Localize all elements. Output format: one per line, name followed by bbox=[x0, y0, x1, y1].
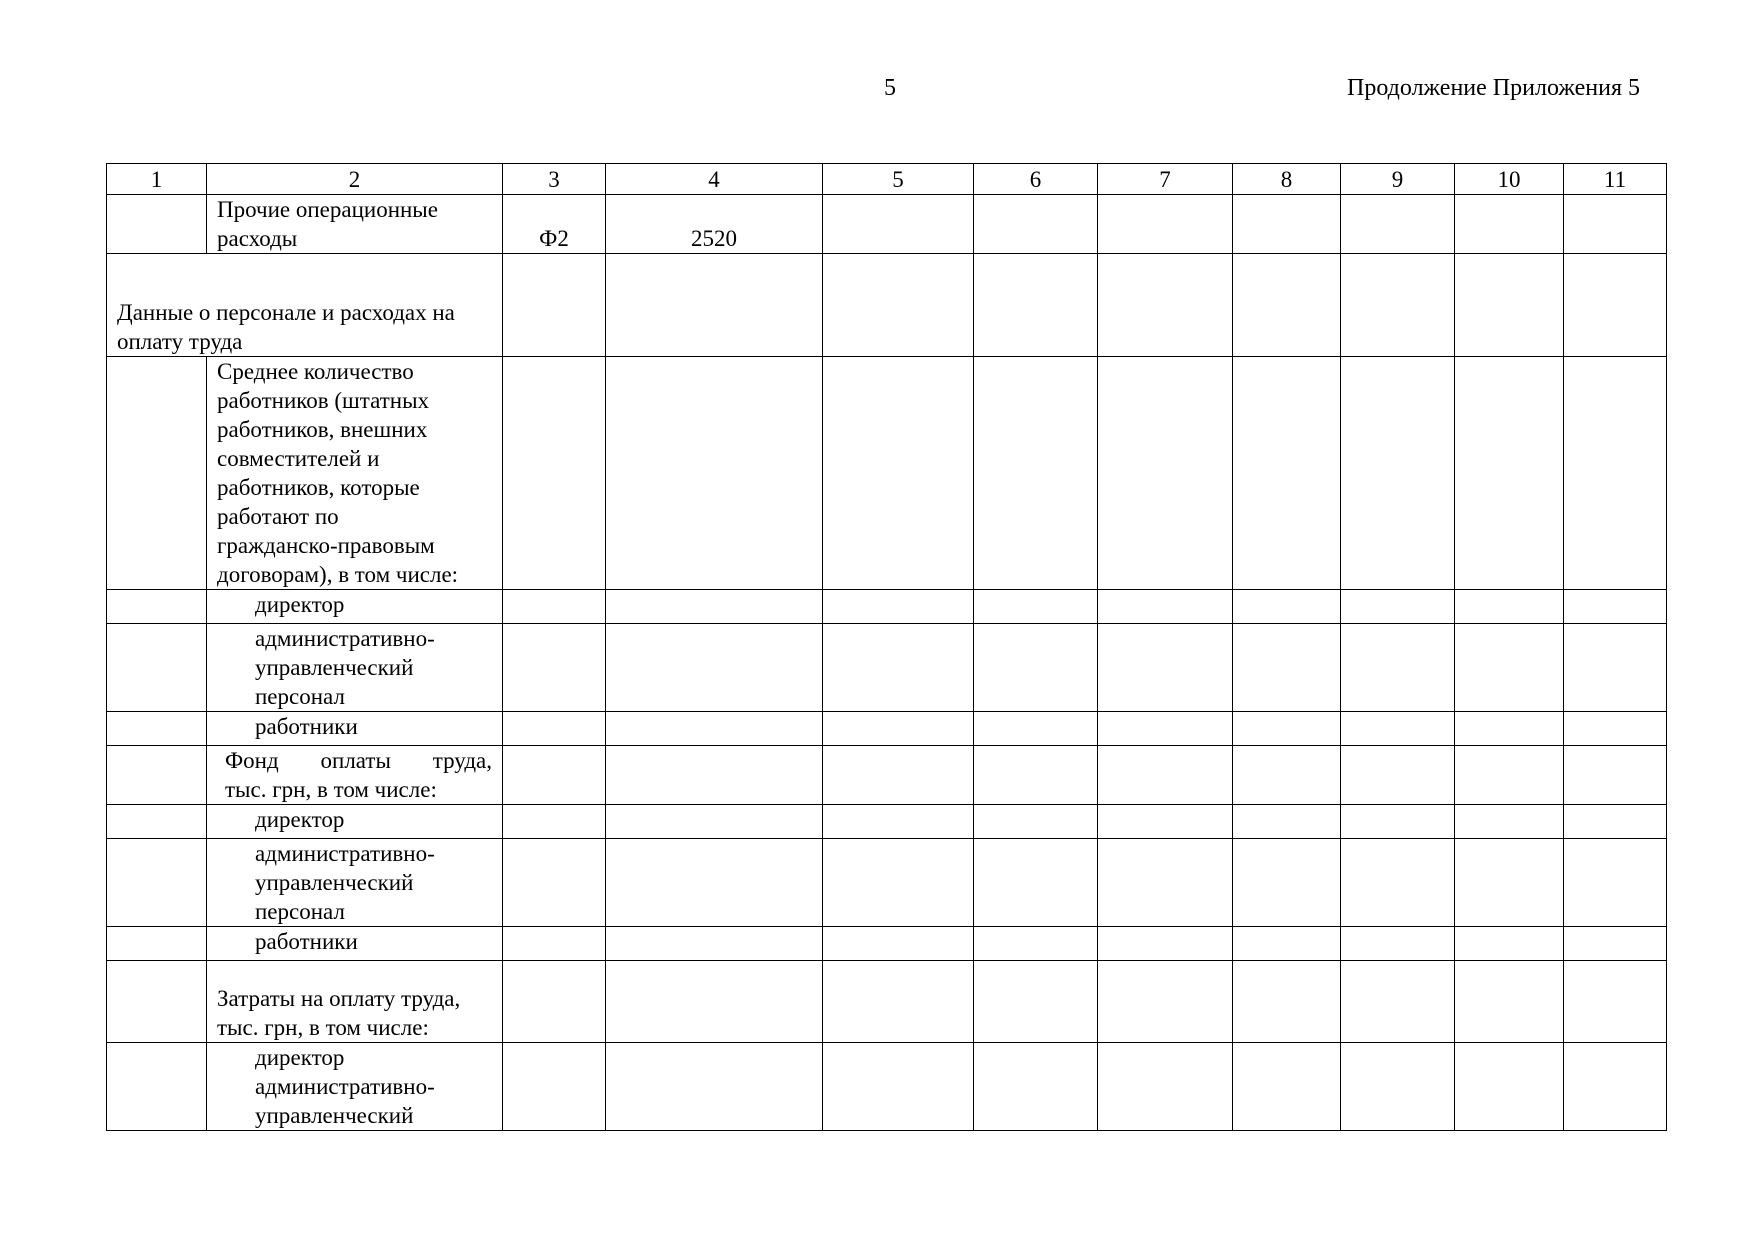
page-number: 5 bbox=[884, 75, 896, 101]
table-row bbox=[107, 961, 1667, 1043]
table-cell bbox=[1098, 927, 1233, 961]
table-cell bbox=[503, 961, 606, 1043]
row-label-line: работников (штатных bbox=[217, 388, 430, 413]
row-label-line: административно- bbox=[255, 841, 435, 866]
row-label-staff-workers: работники bbox=[207, 712, 503, 746]
table-cell bbox=[974, 357, 1098, 590]
table-cell bbox=[606, 357, 823, 590]
table-cell bbox=[107, 805, 207, 839]
table-cell bbox=[1233, 357, 1341, 590]
table-cell bbox=[1233, 927, 1341, 961]
table-cell bbox=[606, 805, 823, 839]
table-cell bbox=[1564, 805, 1667, 839]
row-label-line: гражданско-правовым bbox=[217, 533, 435, 558]
row-label-word: Фонд bbox=[225, 748, 279, 773]
table-cell bbox=[974, 712, 1098, 746]
table-cell bbox=[503, 1043, 606, 1131]
table-cell bbox=[107, 195, 207, 254]
column-number-2: 2 bbox=[207, 164, 503, 195]
table-cell bbox=[606, 961, 823, 1043]
row-label-line: административно- bbox=[255, 1074, 435, 1099]
table-cell bbox=[1455, 254, 1564, 357]
table-row bbox=[107, 357, 1667, 590]
column-number-9: 9 bbox=[1341, 164, 1455, 195]
row-label-line: Прочие операционные bbox=[217, 197, 438, 222]
table-cell bbox=[107, 961, 207, 1043]
table-cell bbox=[1341, 927, 1455, 961]
table-cell bbox=[1233, 195, 1341, 254]
row-label-average-staff bbox=[207, 357, 503, 590]
row-label-line: договорам), в том числе: bbox=[217, 562, 459, 587]
table-cell bbox=[974, 927, 1098, 961]
table-cell bbox=[1455, 746, 1564, 805]
table-cell bbox=[1455, 805, 1564, 839]
table-row bbox=[107, 590, 1667, 624]
row-label-line: тыс. грн, в том числе: bbox=[225, 777, 437, 802]
row-label-line: Затраты на оплату труда, bbox=[217, 986, 461, 1011]
column-number-row bbox=[107, 164, 1667, 195]
table-cell bbox=[1564, 195, 1667, 254]
row-label-line: директор bbox=[255, 1045, 345, 1070]
table-cell bbox=[503, 357, 606, 590]
table-cell bbox=[1098, 195, 1233, 254]
table-cell bbox=[1098, 357, 1233, 590]
table-row bbox=[107, 746, 1667, 805]
table-cell bbox=[107, 624, 207, 712]
column-number-4: 4 bbox=[606, 164, 823, 195]
section-title-line: оплату труда bbox=[117, 329, 243, 354]
section-title-line: Данные о персонале и расходах на bbox=[117, 300, 455, 325]
table-cell bbox=[1564, 357, 1667, 590]
table-cell bbox=[823, 1043, 974, 1131]
row-label-line: Среднее количество bbox=[217, 359, 414, 384]
line-code: 2520 bbox=[606, 195, 823, 254]
table-cell bbox=[1455, 1043, 1564, 1131]
row-label-line: расходы bbox=[217, 226, 298, 251]
row-label-other-expenses bbox=[207, 195, 503, 254]
table-cell bbox=[974, 1043, 1098, 1131]
table-cell bbox=[1098, 805, 1233, 839]
table-cell bbox=[974, 746, 1098, 805]
column-number-6: 6 bbox=[974, 164, 1098, 195]
form-reference: Ф2 bbox=[503, 195, 606, 254]
table-cell bbox=[107, 746, 207, 805]
row-label-staff-admin bbox=[207, 624, 503, 712]
table-cell bbox=[1564, 712, 1667, 746]
table-cell bbox=[1098, 1043, 1233, 1131]
table-cell bbox=[1564, 746, 1667, 805]
table-cell bbox=[107, 712, 207, 746]
row-label-staff-director: директор bbox=[207, 590, 503, 624]
row-label-line: работников, которые bbox=[217, 475, 420, 500]
row-label-line: административно- bbox=[255, 626, 435, 651]
table-row bbox=[107, 927, 1667, 961]
appendix-continuation-title: Продолжение Приложения 5 bbox=[1347, 75, 1640, 101]
table-cell bbox=[823, 357, 974, 590]
table-cell bbox=[1341, 590, 1455, 624]
table-cell bbox=[1564, 961, 1667, 1043]
table-cell bbox=[107, 1043, 207, 1131]
table-cell bbox=[974, 805, 1098, 839]
column-number-5: 5 bbox=[823, 164, 974, 195]
table-cell bbox=[1455, 712, 1564, 746]
table-cell bbox=[1098, 712, 1233, 746]
row-label-line: работают по bbox=[217, 504, 339, 529]
table-cell bbox=[606, 746, 823, 805]
table-cell bbox=[503, 927, 606, 961]
table-cell bbox=[1455, 357, 1564, 590]
table-cell bbox=[1233, 254, 1341, 357]
column-number-11: 11 bbox=[1564, 164, 1667, 195]
row-label-fund-director: директор bbox=[207, 805, 503, 839]
table-cell bbox=[1341, 357, 1455, 590]
table-cell bbox=[1455, 927, 1564, 961]
table-row bbox=[107, 1043, 1667, 1131]
row-label-line bbox=[225, 746, 492, 775]
table-cell bbox=[1341, 839, 1455, 927]
column-number-3: 3 bbox=[503, 164, 606, 195]
table-cell bbox=[1098, 624, 1233, 712]
table-row bbox=[107, 805, 1667, 839]
table-cell bbox=[1341, 746, 1455, 805]
table-cell bbox=[974, 254, 1098, 357]
table-cell bbox=[606, 712, 823, 746]
table-cell bbox=[823, 590, 974, 624]
table-cell bbox=[1341, 624, 1455, 712]
table-cell bbox=[1233, 1043, 1341, 1131]
column-number-7: 7 bbox=[1098, 164, 1233, 195]
table-cell bbox=[1098, 839, 1233, 927]
table-cell bbox=[823, 839, 974, 927]
table-cell bbox=[1455, 195, 1564, 254]
section-title-cell bbox=[107, 254, 503, 357]
table-cell bbox=[503, 712, 606, 746]
table-cell bbox=[1233, 590, 1341, 624]
table-row bbox=[107, 712, 1667, 746]
column-number-1: 1 bbox=[107, 164, 207, 195]
table-cell bbox=[823, 624, 974, 712]
row-label-line: персонал bbox=[255, 684, 345, 709]
table-cell bbox=[503, 839, 606, 927]
table-cell bbox=[503, 746, 606, 805]
row-label-line: тыс. грн, в том числе: bbox=[217, 1015, 429, 1040]
table-cell bbox=[823, 805, 974, 839]
table-cell bbox=[1564, 927, 1667, 961]
table-cell bbox=[606, 254, 823, 357]
table-cell bbox=[107, 590, 207, 624]
table-cell bbox=[1341, 254, 1455, 357]
table-cell bbox=[1564, 624, 1667, 712]
table-cell bbox=[823, 195, 974, 254]
table-cell bbox=[1233, 839, 1341, 927]
table-cell bbox=[1098, 746, 1233, 805]
table-cell bbox=[1233, 624, 1341, 712]
row-label-line: работников, внешних bbox=[217, 417, 428, 442]
table-cell bbox=[1564, 839, 1667, 927]
table-cell bbox=[1233, 961, 1341, 1043]
table-cell bbox=[606, 590, 823, 624]
table-row bbox=[107, 839, 1667, 927]
table-cell bbox=[1455, 839, 1564, 927]
table-cell bbox=[823, 712, 974, 746]
table-cell bbox=[606, 624, 823, 712]
column-number-8: 8 bbox=[1233, 164, 1341, 195]
row-label-fund-admin bbox=[207, 839, 503, 927]
table-cell bbox=[1098, 254, 1233, 357]
row-label-line: совместителей и bbox=[217, 446, 380, 471]
table-cell bbox=[974, 961, 1098, 1043]
table-cell bbox=[107, 357, 207, 590]
table-cell bbox=[503, 805, 606, 839]
table-cell bbox=[503, 624, 606, 712]
table-cell bbox=[1341, 805, 1455, 839]
table-cell bbox=[1233, 746, 1341, 805]
table-row bbox=[107, 254, 1667, 357]
table-cell bbox=[823, 254, 974, 357]
table-cell bbox=[1455, 590, 1564, 624]
table-cell bbox=[1455, 961, 1564, 1043]
row-label-costs-partial bbox=[207, 1043, 503, 1131]
table-cell bbox=[974, 839, 1098, 927]
row-label-line: управленческий bbox=[255, 870, 414, 895]
table-cell bbox=[1564, 254, 1667, 357]
table-cell bbox=[503, 254, 606, 357]
table-cell bbox=[823, 927, 974, 961]
table-cell bbox=[823, 746, 974, 805]
table-row bbox=[107, 624, 1667, 712]
table-cell bbox=[1341, 195, 1455, 254]
table-cell bbox=[1341, 961, 1455, 1043]
row-label-line: персонал bbox=[255, 899, 345, 924]
table-cell bbox=[974, 624, 1098, 712]
row-label-word: оплаты bbox=[320, 748, 391, 773]
table-cell bbox=[1341, 712, 1455, 746]
table-cell bbox=[606, 839, 823, 927]
table-cell bbox=[974, 195, 1098, 254]
table-cell bbox=[1564, 590, 1667, 624]
table-cell bbox=[1098, 961, 1233, 1043]
table-cell bbox=[1233, 805, 1341, 839]
table-cell bbox=[606, 1043, 823, 1131]
table-cell bbox=[1341, 1043, 1455, 1131]
table-cell bbox=[1233, 712, 1341, 746]
row-label-line: управленческий bbox=[255, 655, 414, 680]
row-label-word: труда, bbox=[432, 748, 492, 773]
table-cell bbox=[974, 590, 1098, 624]
column-number-10: 10 bbox=[1455, 164, 1564, 195]
row-label-line: управленческий bbox=[255, 1103, 414, 1128]
appendix-table bbox=[106, 163, 1667, 1131]
table-cell bbox=[606, 927, 823, 961]
table-row bbox=[107, 195, 1667, 254]
table-cell bbox=[1098, 590, 1233, 624]
row-label-wage-fund bbox=[207, 746, 503, 805]
row-label-fund-workers: работники bbox=[207, 927, 503, 961]
table-cell bbox=[823, 961, 974, 1043]
table-cell bbox=[107, 927, 207, 961]
table-cell bbox=[503, 590, 606, 624]
table-cell bbox=[107, 839, 207, 927]
row-label-labor-costs bbox=[207, 961, 503, 1043]
table-cell bbox=[1455, 624, 1564, 712]
table-cell bbox=[1564, 1043, 1667, 1131]
